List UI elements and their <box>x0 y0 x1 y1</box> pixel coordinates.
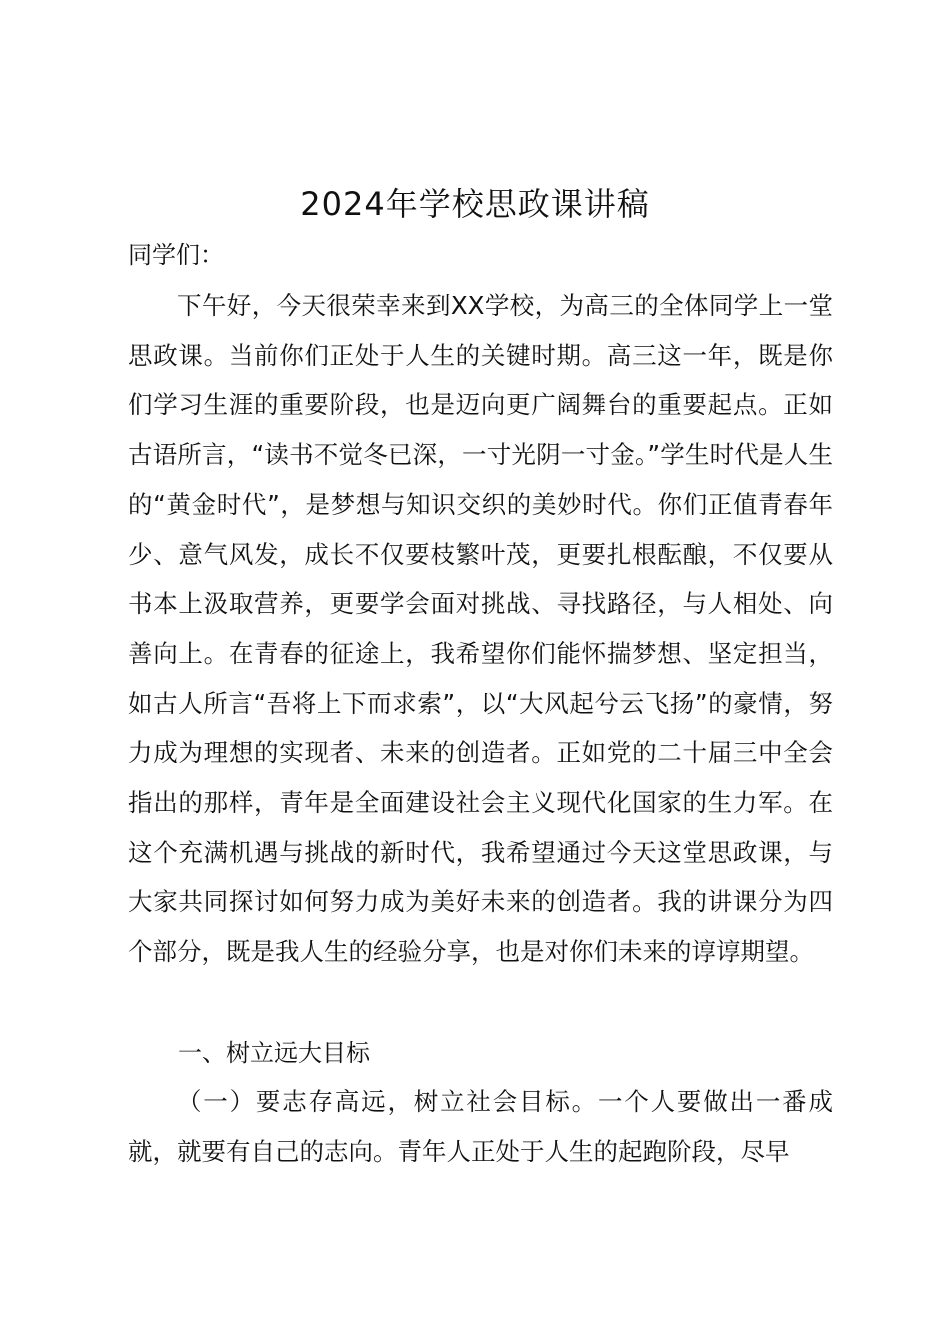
document-title: 2024年学校思政课讲稿 <box>300 185 650 223</box>
section-heading: 一、树立远大目标 <box>178 1039 370 1067</box>
greeting: 同学们： <box>128 241 224 269</box>
paragraph-intro: 下午好，今天很荣幸来到XX学校，为高三的全体同学上一堂思政课。当前你们正处于人生的关键时期。高三这一年，既是你们学习生涯的重要阶段，也是迈向更广阔舞台的重要起点。正如古语所言，“读书不觉冬已深，一寸光阴一寸金。”学生时代是人生的“黄金时代”，是梦想与知识交织的美妙时代。你们正值青春年少、意气风发，成长不仅要枝繁叶茂，更要扎根酝酿，不仅要从书本上汲取营养，更要学会面对挑战、寻找路径，与人相处、向善向上。在青春的征途上，我希望你们能怀揣梦想、坚定担当，如古人所言“吾将上下而求索”，以“大风起兮云飞扬”的豪情，努力成为理想的实现者、未来的创造者。正如党的二十届三中全会指出的那样，青年是全面建设社会主义现代化国家的生力军。在这个充满机遇与挑战的新时代，我希望通过今天这堂思政课，与大家共同探讨如何努力成为美好未来的创造者。我的讲课分为四个部分，既是我人生的经验分享，也是对你们未来的谆谆期望。 <box>128 291 833 967</box>
paragraph-section-1: （一）要志存高远，树立社会目标。一个人要做出一番成就，就要有自己的志向。青年人正处于人生的起跑阶段，尽早 <box>128 1087 833 1166</box>
